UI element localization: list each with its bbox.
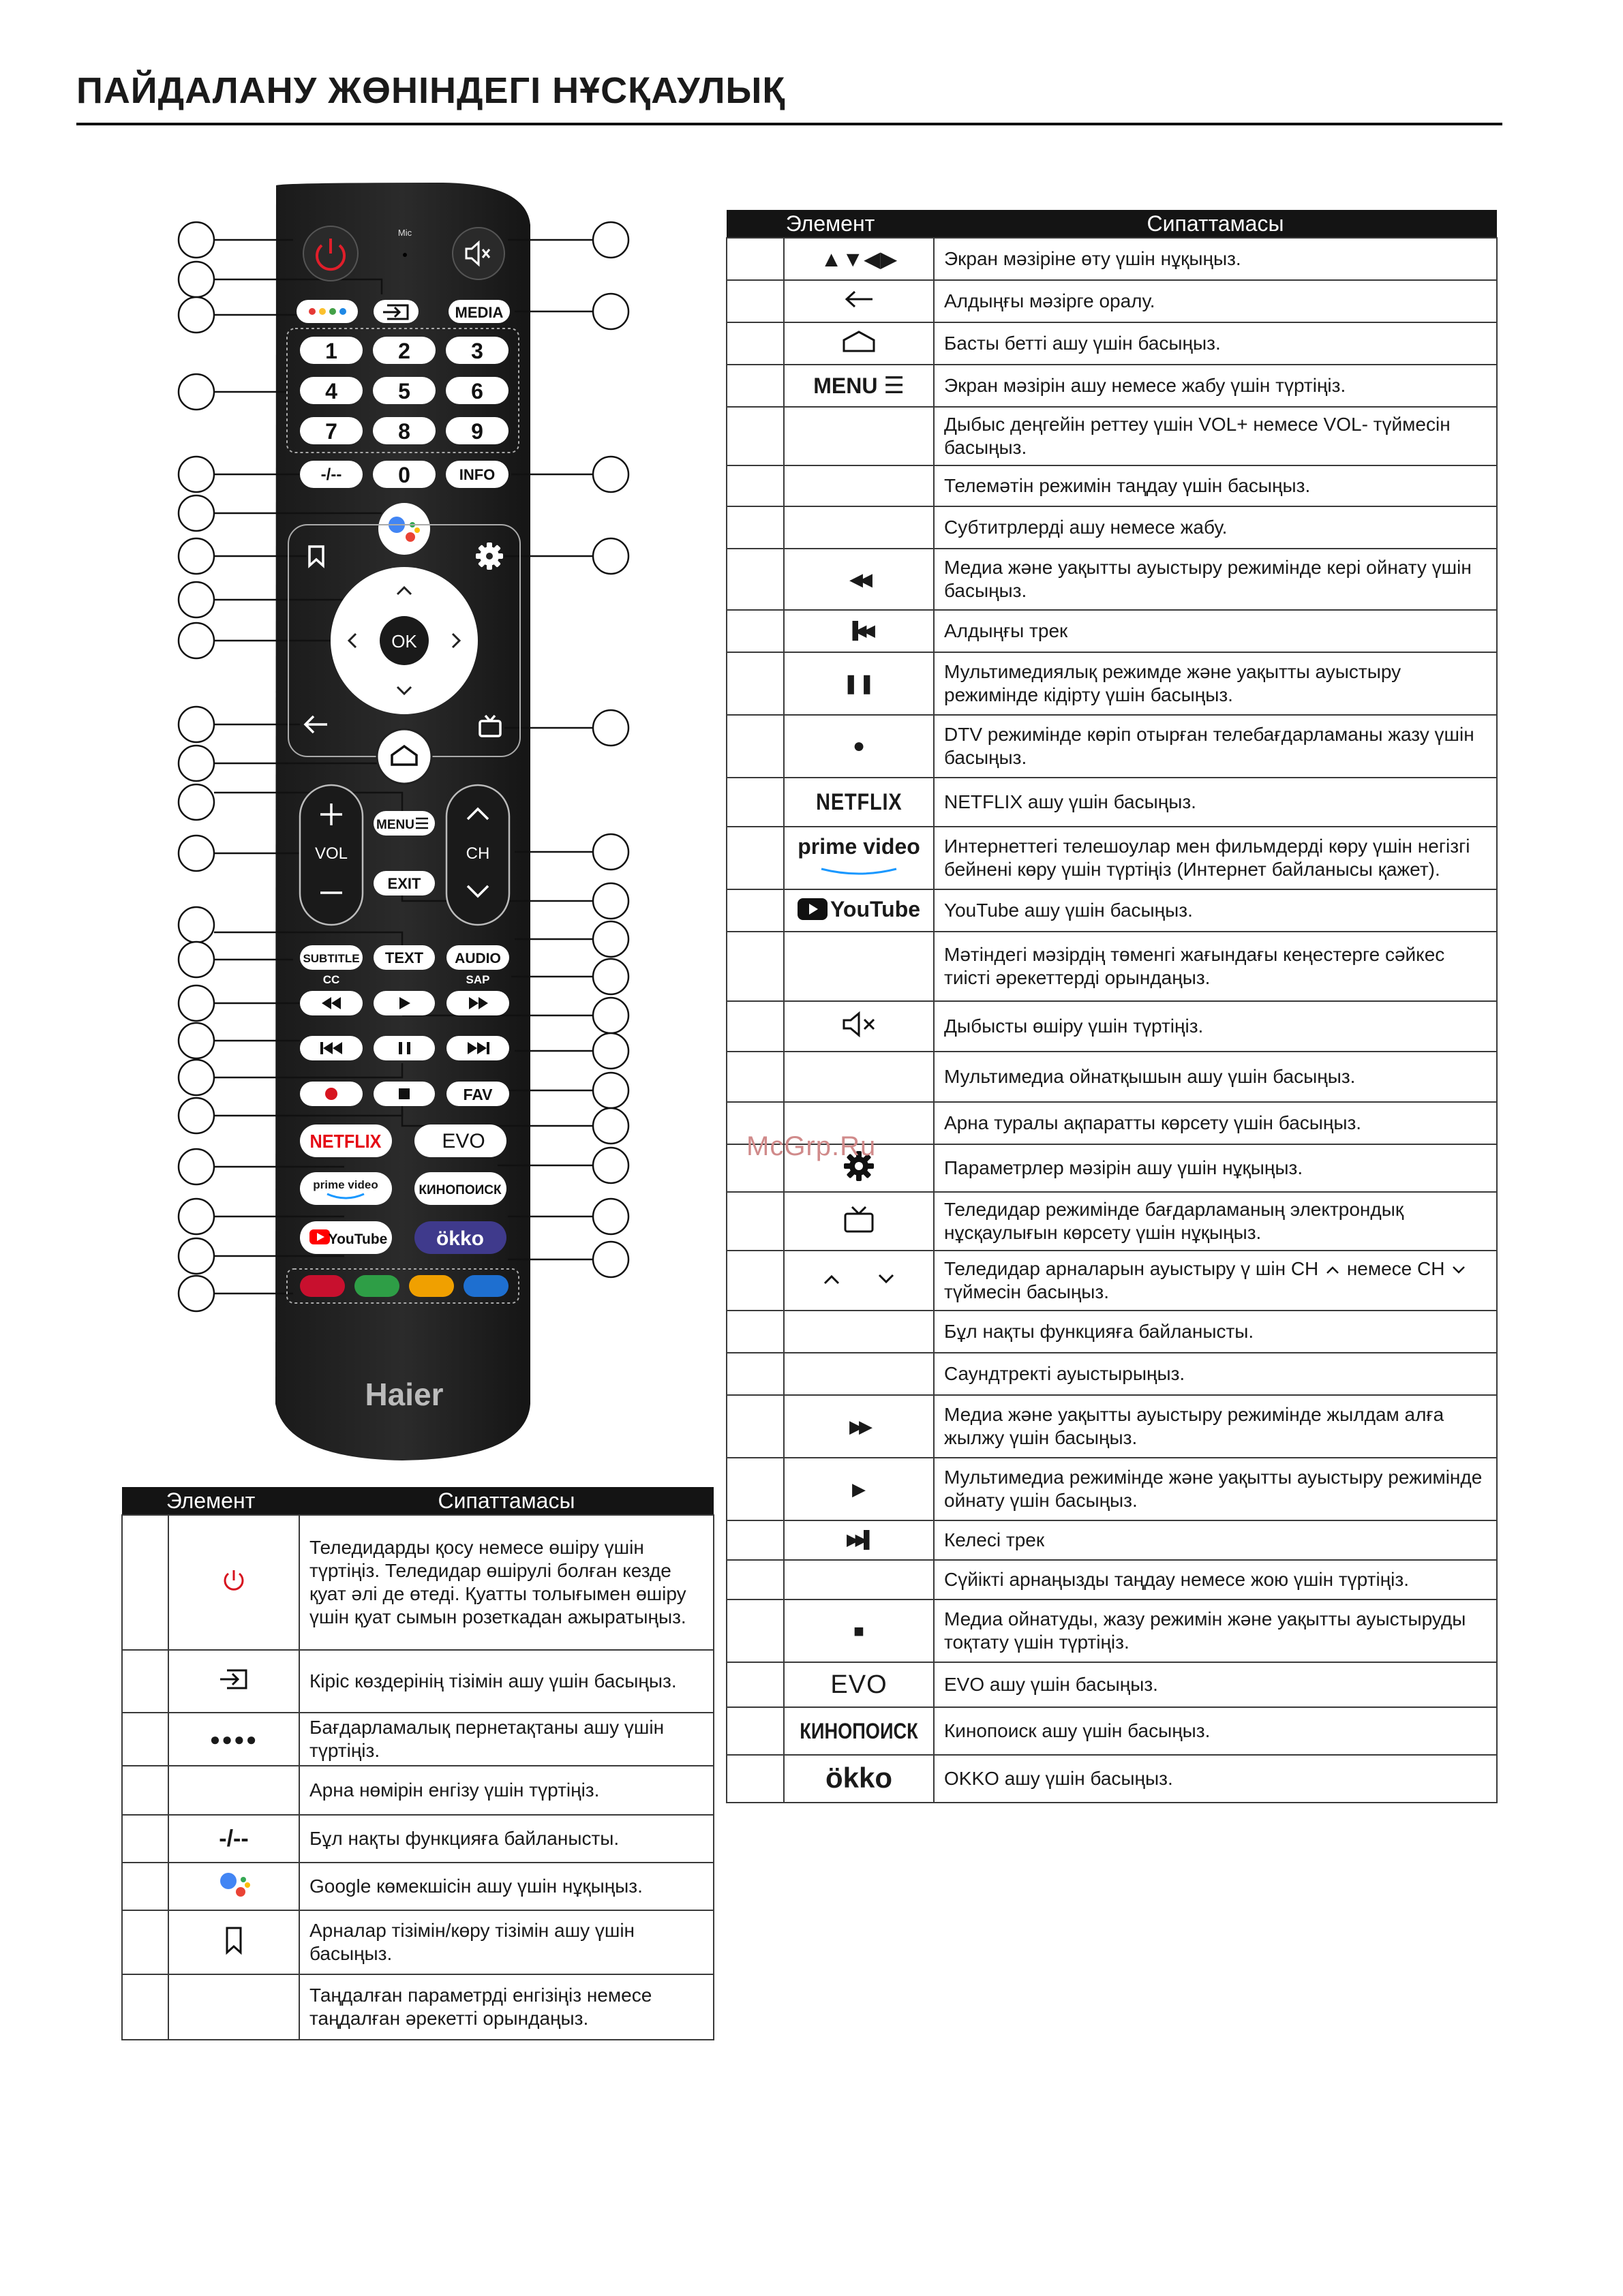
- right-row-26-desc: Келесі трек: [934, 1520, 1497, 1560]
- callout-11: [179, 746, 214, 781]
- menu-icon: MENU ☰: [784, 365, 934, 407]
- right-row-4-desc: Экран мәзірін ашу немесе жабу үшін түртіңіз.: [934, 365, 1497, 407]
- right-row-13-desc: Интернеттегі телешоулар мен фильмдерді көру үшін негізгі бейнені көру үшін түртіңіз (Интернет байланысы қажет).: [934, 827, 1497, 889]
- key-2-label: 2: [398, 339, 410, 363]
- callout-1: [179, 222, 214, 258]
- right-row-11-desc: DTV режимінде көріп отырған телебағдарламаны жазу үшін басыңыз.: [934, 715, 1497, 778]
- pause-button[interactable]: [374, 1036, 435, 1060]
- left-row-5-desc: Бұл нақты функцияға байланысты.: [299, 1815, 714, 1863]
- mic-hole: [403, 253, 407, 257]
- key-6-label: 6: [471, 379, 483, 403]
- callout-17: [179, 1023, 214, 1058]
- key-9-label: 9: [471, 419, 483, 444]
- callout-13: [179, 836, 214, 871]
- key-0-label: 0: [398, 463, 410, 487]
- back-icon: [843, 289, 875, 309]
- netflix-logo: NETFLIX: [815, 789, 902, 815]
- prev-track-icon: ▐◀◀: [784, 610, 934, 652]
- netflix-button-label: NETFLIX: [309, 1130, 382, 1152]
- audio-label: AUDIO: [455, 951, 501, 966]
- key-1-label: 1: [325, 339, 337, 363]
- yellow-key[interactable]: [409, 1275, 454, 1297]
- exit-label: EXIT: [387, 875, 421, 892]
- callout-r7: [593, 883, 628, 919]
- callout-4: [179, 374, 214, 410]
- callout-7: [179, 538, 214, 574]
- mic-label: Mic: [397, 228, 412, 238]
- ch-label: CH: [466, 844, 490, 863]
- right-row-12-desc: NETFLIX ашу үшін басыңыз.: [934, 778, 1497, 827]
- subtitle-label: SUBTITLE: [303, 952, 360, 965]
- fav-label: FAV: [463, 1086, 493, 1103]
- callout-r14: [593, 1148, 628, 1183]
- left-header-element: Элемент: [122, 1487, 299, 1515]
- left-row-6-desc: Google көмекшісін ашу үшін нұқыңыз.: [299, 1863, 714, 1910]
- key-5-label: 5: [398, 379, 410, 403]
- left-table: [121, 1487, 714, 2040]
- watermark: McGrp.Ru: [746, 1131, 877, 1161]
- youtube-logo: YouTube: [830, 896, 921, 921]
- right-row-21-desc: Теледидар арналарын ауыстыру ү шін CH немесе CH түймесін басыңыз.: [934, 1251, 1497, 1311]
- kinopoisk-button-label: КИНОПОИСК: [419, 1183, 502, 1197]
- stop-icon: [399, 1088, 410, 1099]
- blue-key[interactable]: [464, 1275, 509, 1297]
- right-row-14-desc: YouTube ашу үшін басыңыз.: [934, 889, 1497, 932]
- callout-21: [179, 1199, 214, 1234]
- callout-23: [179, 1276, 214, 1311]
- right-row-30-desc: Кинопоиск ашу үшін басыңыз.: [934, 1707, 1497, 1755]
- evo-logo: EVO: [830, 1670, 888, 1699]
- right-row-9-desc: Алдыңғы трек: [934, 610, 1497, 652]
- right-row-10-desc: Мультимедиялық режимде және уақытты ауыстыру режимінде кідірту үшін басыңыз.: [934, 652, 1497, 715]
- dash-symbol: -/--: [168, 1815, 299, 1863]
- right-row-28-desc: Медиа ойнатуды, жазу режимін және уақытты ауыстыруды тоқтату үшін түртіңіз.: [934, 1599, 1497, 1662]
- pause-icon: ❚❚: [784, 652, 934, 715]
- power-icon: [220, 1567, 247, 1594]
- ch-arrows-icon: [811, 1268, 907, 1289]
- prime-video-logo: prime video: [798, 834, 920, 859]
- green-key[interactable]: [354, 1275, 399, 1297]
- media-label: MEDIA: [455, 304, 504, 321]
- tv-guide-icon: [841, 1204, 877, 1234]
- callout-r8: [593, 921, 628, 957]
- right-row-24-desc: Медиа және уақытты ауыстыру режимінде жылдам алға жылжу үшін басыңыз.: [934, 1395, 1497, 1458]
- right-row-16-desc: Дыбысты өшіру үшін түртіңіз.: [934, 1001, 1497, 1052]
- left-header-description: Сипаттамасы: [299, 1487, 714, 1515]
- sap-label: SAP: [466, 973, 490, 986]
- input-icon: [217, 1666, 250, 1692]
- left-row-4-desc: Арна нөмірін енгізу үшін түртіңіз.: [299, 1766, 714, 1815]
- callout-15: [179, 942, 214, 977]
- rewind-icon: ◀◀: [784, 549, 934, 610]
- callout-r11: [593, 1033, 628, 1069]
- callout-r2: [593, 294, 628, 329]
- menu-label: MENU: [376, 818, 414, 832]
- callout-12: [179, 784, 214, 820]
- page-title: ПАЙДАЛАНУ ЖӨНІНДЕГІ НҰСҚАУЛЫҚ: [76, 70, 786, 111]
- dots-icon: ●●●●: [168, 1713, 299, 1766]
- mute-icon: [838, 1009, 879, 1039]
- callout-20: [179, 1149, 214, 1184]
- right-row-15-desc: Мәтіндегі мәзірдің төменгі жағындағы кеңестерге сәйкес тиісті әрекеттерді орындаңыз.: [934, 932, 1497, 1001]
- right-row-31-desc: OKKO ашу үшін басыңыз.: [934, 1755, 1497, 1803]
- left-row-7-desc: Арналар тізімін/көру тізімін ашу үшін басыңыз.: [299, 1910, 714, 1974]
- callout-r16: [593, 1242, 628, 1277]
- okko-logo: ökko: [825, 1761, 893, 1794]
- home-button[interactable]: [377, 729, 431, 784]
- remote-illustration: [0, 0, 682, 1472]
- key-4-label: 4: [325, 379, 337, 403]
- youtube-button-label: YouTube: [328, 1231, 388, 1247]
- right-row-20-desc: Теледидар режимінде бағдарламаның электрондық нұсқаулығын көрсету үшін нұқыңыз.: [934, 1192, 1497, 1251]
- info-label: INFO: [459, 466, 496, 483]
- text-label: TEXT: [384, 949, 424, 966]
- key-7-label: 7: [325, 419, 337, 444]
- callout-3: [179, 297, 214, 333]
- settings-icon: [476, 542, 503, 570]
- red-key[interactable]: [300, 1275, 345, 1297]
- kinopoisk-logo: КИНОПОИСК: [800, 1719, 918, 1743]
- right-row-3-desc: Басты бетті ашу үшін басыңыз.: [934, 322, 1497, 365]
- callout-9: [179, 623, 214, 658]
- right-row-19-desc: Параметрлер мәзірін ашу үшін нұқыңыз.: [934, 1144, 1497, 1192]
- evo-button-label: EVO: [442, 1130, 485, 1152]
- record-icon: [325, 1088, 337, 1100]
- right-header-element: Элемент: [727, 210, 934, 238]
- right-row-8-desc: Медиа және уақытты ауыстыру режимінде кері ойнату үшін басыңыз.: [934, 549, 1497, 610]
- callout-r13: [593, 1108, 628, 1144]
- dots-button[interactable]: [297, 300, 358, 323]
- right-row-22-desc: Бұл нақты функцияға байланысты.: [934, 1311, 1497, 1353]
- right-row-1-desc: Экран мәзіріне өту үшін нұқыңыз.: [934, 238, 1497, 280]
- vol-label: VOL: [314, 844, 348, 863]
- right-row-25-desc: Мультимедиа режимінде және уақытты ауыстыру режимінде ойнату үшін басыңыз.: [934, 1458, 1497, 1520]
- right-row-2-desc: Алдыңғы мәзірге оралу.: [934, 280, 1497, 322]
- callout-22: [179, 1238, 214, 1274]
- google-assistant-icon: [213, 1867, 254, 1901]
- right-row-17-desc: Мультимедиа ойнатқышын ашу үшін басыңыз.: [934, 1052, 1497, 1102]
- dash-label: -/--: [320, 465, 342, 484]
- brand-logo: Haier: [365, 1377, 444, 1412]
- record-icon: ●: [784, 715, 934, 778]
- google-assistant-button[interactable]: [378, 503, 430, 555]
- next-track-icon: ▶▶▌: [784, 1520, 934, 1560]
- home-icon: [840, 329, 878, 354]
- callout-r10: [593, 998, 628, 1033]
- right-row-23-desc: Саундтректі ауыстырыңыз.: [934, 1353, 1497, 1395]
- callout-5: [179, 457, 214, 492]
- callout-14: [179, 907, 214, 943]
- right-table: [726, 210, 1498, 1803]
- right-row-27-desc: Сүйікті арнаңызды таңдау немесе жою үшін түртіңіз.: [934, 1560, 1497, 1599]
- right-row-18-desc: Арна туралы ақпаратты көрсету үшін басыңыз.: [934, 1102, 1497, 1144]
- callout-r9: [593, 959, 628, 994]
- right-row-29-desc: EVO ашу үшін басыңыз.: [934, 1662, 1497, 1707]
- left-row-8-desc: Таңдалған параметрді енгізіңіз немесе таңдалған әрекетті орындаңыз.: [299, 1974, 714, 2040]
- left-row-1-desc: Теледидарды қосу немесе өшіру үшін түртіңіз. Теледидар өшірулі болған кезде қуат әлі де өтеді. Қуатты толығымен өшіру үшін қуат сымын розеткадан ажыратыңыз.: [299, 1515, 714, 1650]
- left-row-3-desc: Бағдарламалық пернетақтаны ашу үшін түртіңіз.: [299, 1713, 714, 1766]
- callout-2: [179, 262, 214, 297]
- okko-button-label: ökko: [436, 1227, 485, 1250]
- fast-forward-icon: ▶▶: [784, 1395, 934, 1458]
- cc-label: CC: [322, 973, 340, 986]
- callout-19: [179, 1098, 214, 1133]
- right-row-5-desc: Дыбыс деңгейін реттеу үшін VOL+ немесе VOL- түймесін басыңыз.: [934, 407, 1497, 465]
- prime-video-button-label: prime video: [313, 1178, 378, 1191]
- right-header-description: Сипаттамасы: [934, 210, 1497, 238]
- key-3-label: 3: [471, 339, 483, 363]
- callout-18: [179, 1060, 214, 1095]
- play-icon: ▶: [784, 1458, 934, 1520]
- key-8-label: 8: [398, 419, 410, 444]
- right-row-7-desc: Субтитрлерді ашу немесе жабу.: [934, 506, 1497, 549]
- callout-r3: [593, 457, 628, 492]
- callout-r6: [593, 834, 628, 870]
- ok-label: OK: [391, 631, 417, 652]
- callout-10: [179, 707, 214, 742]
- callout-r4: [593, 538, 628, 574]
- callout-8: [179, 582, 214, 617]
- callout-r1: [593, 222, 628, 258]
- callout-r15: [593, 1199, 628, 1234]
- right-row-6-desc: Телемәтін режимін таңдау үшін басыңыз.: [934, 465, 1497, 506]
- bookmark-icon: [220, 1925, 247, 1955]
- callout-r5: [593, 710, 628, 746]
- callout-r12: [593, 1073, 628, 1108]
- left-row-2-desc: Кіріс көздерінің тізімін ашу үшін басыңыз.: [299, 1650, 714, 1713]
- arrows-icon: ▲▼◀▶: [784, 238, 934, 280]
- callout-6: [179, 495, 214, 531]
- callout-16: [179, 985, 214, 1021]
- stop-icon: ■: [784, 1599, 934, 1662]
